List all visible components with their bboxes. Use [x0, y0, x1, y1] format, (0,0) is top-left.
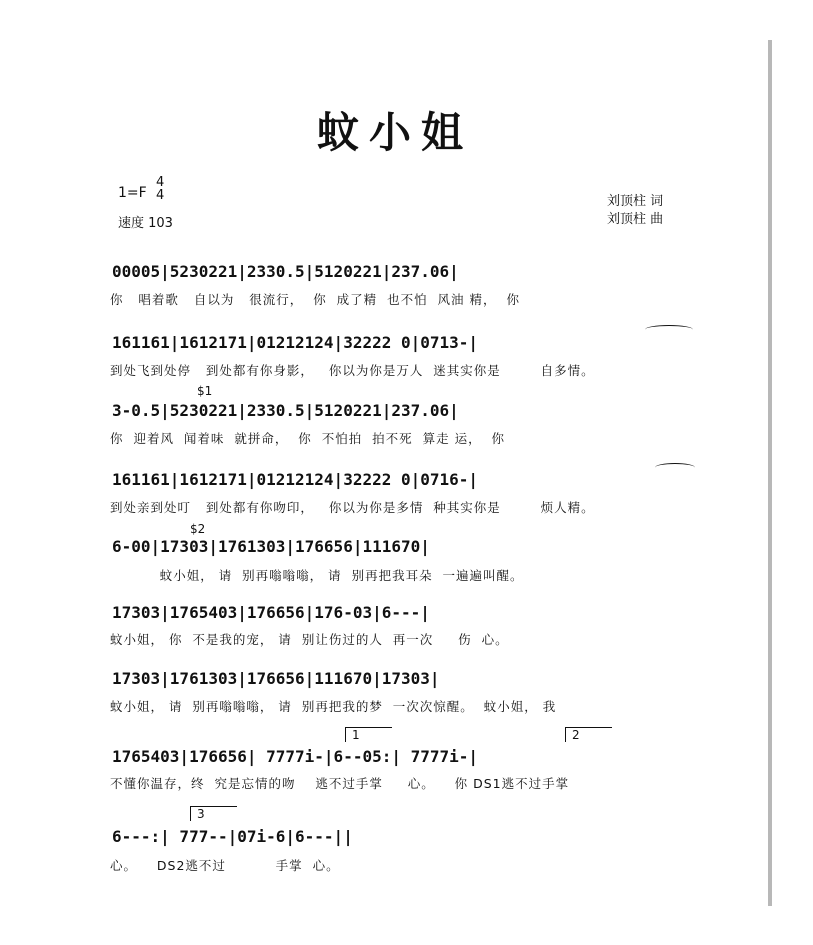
slur: [655, 463, 695, 472]
notation-row-1: 00005|5230221|2330.5|5120221|237.06|: [112, 262, 459, 281]
notation-row-6: 17303|1765403|176656|176-03|6---|: [112, 603, 430, 622]
lyric-row-3: 你 迎着风 闻着味 就拼命， 你 不怕拍 拍不死 算走 运， 你: [110, 431, 506, 446]
segno-2: $2: [190, 522, 206, 536]
notation-row-9: 6---:| 777--|07i-6|6---||: [112, 827, 353, 846]
lyric-row-4: 到处亲到处叮 到处都有你吻印， 你以为你是多情 种其实你是 烦人精。: [110, 500, 595, 515]
segno-1: $1: [197, 384, 213, 398]
volta-3: 3: [190, 806, 237, 821]
lyric-row-9: 心。 DS2逃不过 手掌 心。: [110, 858, 340, 873]
composer-credit: 刘顶柱 曲: [607, 212, 664, 227]
time-signature: [156, 176, 164, 202]
tempo: 速度 103: [118, 216, 173, 231]
time-sig-bottom: 4: [156, 188, 165, 203]
lyric-row-6: 蚊小姐， 你 不是我的宠， 请 别让伤过的人 再一次 伤 心。: [110, 632, 509, 647]
volta-2: 2: [565, 727, 612, 742]
notation-row-5: 6-00|17303|1761303|176656|111670|: [112, 537, 430, 556]
page-edge: [768, 40, 772, 906]
lyric-row-8: 不懂你温存，终 究是忘情的吻 逃不过手掌 心。 你 DS1逃不过手掌: [110, 776, 570, 791]
lyric-row-2: 到处飞到处停 到处都有你身影， 你以为你是万人 迷其实你是 自多情。: [110, 363, 595, 378]
notation-row-3: 3-0.5|5230221|2330.5|5120221|237.06|: [112, 401, 459, 420]
lyric-row-1: 你 唱着歌 自以为 很流行， 你 成了精 也不怕 风油 精， 你: [110, 292, 520, 307]
time-sig-top: 4: [156, 175, 165, 190]
notation-row-8: 1765403|176656| 7777i-|6--05:| 7777i-|: [112, 747, 479, 766]
notation-row-7: 17303|1761303|176656|111670|17303|: [112, 669, 440, 688]
lyric-row-5: 蚊小姐， 请 别再嗡嗡嗡， 请 别再把我耳朵 一遍遍叫醒。: [110, 568, 524, 583]
notation-row-2: 161161|1612171|01212124|32222 0|0713-|: [112, 333, 479, 352]
song-title: 蚊小姐: [316, 108, 473, 157]
key-signature: 1=F: [118, 185, 147, 201]
lyric-row-7: 蚊小姐， 请 别再嗡嗡嗡， 请 别再把我的梦 一次次惊醒。 蚊小姐， 我: [110, 699, 557, 714]
notation-row-4: 161161|1612171|01212124|32222 0|0716-|: [112, 470, 479, 489]
volta-1: 1: [345, 727, 392, 742]
lyricist-credit: 刘顶柱 词: [607, 194, 664, 209]
slur: [645, 325, 693, 334]
